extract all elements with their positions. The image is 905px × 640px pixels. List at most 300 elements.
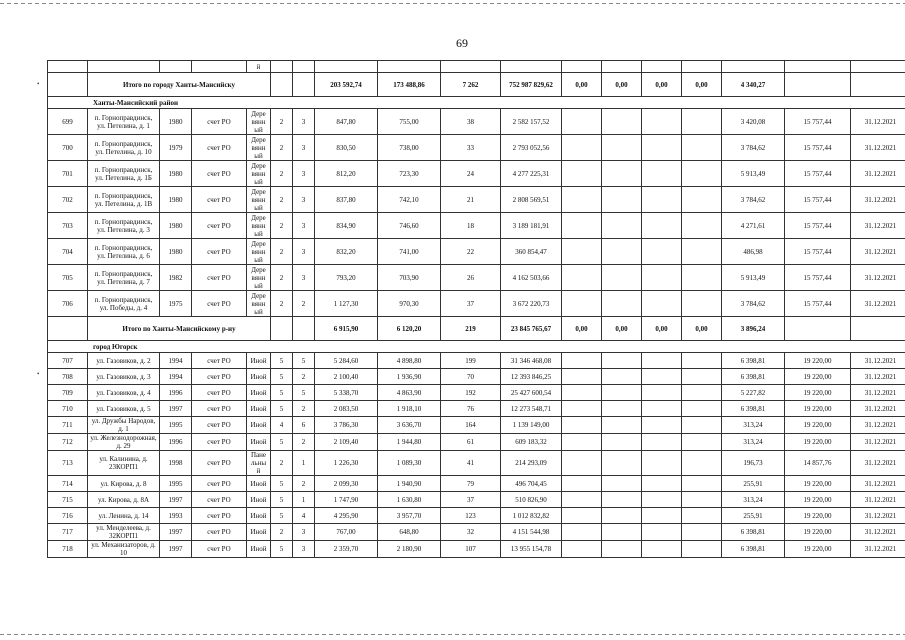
table-cell: 1 630,80 [378, 492, 441, 508]
table-cell [562, 434, 602, 451]
table-row [48, 492, 905, 508]
table-cell: город Югорск [48, 341, 905, 353]
table-cell: 746,60 [378, 213, 441, 239]
table-cell: 4 898,80 [378, 353, 441, 369]
table-cell: 700 [48, 135, 88, 161]
table-cell: Дере вянн ый [247, 161, 271, 187]
section-header-row [48, 341, 905, 353]
table-cell: 5 913,49 [722, 265, 785, 291]
table-cell: п. Горноправдинск, ул. Петелина, д. 6 [88, 239, 160, 265]
table-cell: 31.12.2021 [851, 476, 905, 492]
table-cell: 13 955 154,78 [501, 541, 562, 558]
table-cell [602, 265, 642, 291]
table-cell: 31.12.2021 [851, 434, 905, 451]
table-cell: 1 089,30 [378, 451, 441, 476]
table-cell: ул. Дружбы Народов, д. 1 [88, 417, 160, 434]
table-cell: 38 [441, 109, 501, 135]
table-cell [562, 451, 602, 476]
table-cell: 2 109,40 [315, 434, 378, 451]
table-cell [602, 417, 642, 434]
table-cell: ул. Газовиков, д. 2 [88, 353, 160, 369]
table-cell: 717 [48, 524, 88, 541]
table-cell: 0,00 [642, 73, 682, 97]
table-cell [642, 417, 682, 434]
table-cell: 1980 [160, 161, 192, 187]
top-edge [0, 3, 905, 4]
table-cell: 0,00 [642, 317, 682, 341]
table-cell: 6 398,81 [722, 353, 785, 369]
table-cell [562, 213, 602, 239]
table-row [48, 187, 905, 213]
table-cell: 3 672 220,73 [501, 291, 562, 317]
table-cell: счет РО [192, 385, 247, 401]
side-mark: • [37, 370, 40, 378]
table-row [48, 434, 905, 451]
table-cell: 0,00 [682, 73, 722, 97]
table-cell [642, 369, 682, 385]
table-cell: 76 [441, 401, 501, 417]
table-cell: 31.12.2021 [851, 508, 905, 524]
table-cell [682, 476, 722, 492]
table-cell: 12 273 548,71 [501, 401, 562, 417]
table-cell: 31.12.2021 [851, 213, 905, 239]
table-cell: 37 [441, 492, 501, 508]
table-cell [48, 317, 88, 341]
table-cell: 3 957,70 [378, 508, 441, 524]
table-cell: 31.12.2021 [851, 385, 905, 401]
table-cell: 2 [293, 369, 315, 385]
table-cell: 2 [271, 524, 293, 541]
table-cell: 3 189 181,91 [501, 213, 562, 239]
table-cell: п. Горноправдинск, ул. Петелина, д. 1Б [88, 161, 160, 187]
table-cell [642, 401, 682, 417]
table-cell [682, 492, 722, 508]
table-cell: 2 [271, 213, 293, 239]
table-cell: счет РО [192, 109, 247, 135]
table-cell [562, 265, 602, 291]
table-cell: Иной [247, 524, 271, 541]
table-cell: счет РО [192, 476, 247, 492]
table-cell: 1 940,90 [378, 476, 441, 492]
table-cell: ул. Газовиков, д. 3 [88, 369, 160, 385]
table-cell [682, 187, 722, 213]
table-cell [642, 265, 682, 291]
table-cell: Дере вянн ый [247, 265, 271, 291]
table-cell [602, 213, 642, 239]
total-row [48, 73, 905, 97]
table-cell [642, 541, 682, 558]
table-cell: 1994 [160, 369, 192, 385]
table-cell: 714 [48, 476, 88, 492]
table-cell: 19 220,00 [785, 524, 851, 541]
table-cell [562, 161, 602, 187]
table-cell: Дере вянн ый [247, 213, 271, 239]
table-cell [562, 524, 602, 541]
table-cell: 4 271,61 [722, 213, 785, 239]
table-cell [562, 291, 602, 317]
table-cell: 3 784,62 [722, 187, 785, 213]
table-cell: 702 [48, 187, 88, 213]
table-cell: 1 747,90 [315, 492, 378, 508]
table-cell: 3 784,62 [722, 291, 785, 317]
table-cell [602, 291, 642, 317]
table-cell [271, 317, 293, 341]
table-cell: Иной [247, 353, 271, 369]
table-cell: 3 [293, 187, 315, 213]
table-cell [562, 476, 602, 492]
table-cell [562, 492, 602, 508]
table-row [48, 369, 905, 385]
table-cell [682, 401, 722, 417]
table-cell: 1980 [160, 239, 192, 265]
table-cell: Иной [247, 401, 271, 417]
table-cell: 1975 [160, 291, 192, 317]
table-cell: Иной [247, 434, 271, 451]
table-cell [271, 73, 293, 97]
table-cell: 4 863,90 [378, 385, 441, 401]
table-cell: 1997 [160, 401, 192, 417]
table-cell: 713 [48, 451, 88, 476]
table-cell: 41 [441, 451, 501, 476]
table-row [48, 401, 905, 417]
table-cell: п. Горноправдинск, ул. Петелина, д. 1 [88, 109, 160, 135]
table-cell: 1980 [160, 213, 192, 239]
table-cell: 31.12.2021 [851, 161, 905, 187]
table-cell: 7 262 [441, 73, 501, 97]
table-cell: Дере вянн ый [247, 239, 271, 265]
table-cell [602, 541, 642, 558]
table-cell: 2 [293, 291, 315, 317]
table-cell: 755,00 [378, 109, 441, 135]
table-cell: 5 284,60 [315, 353, 378, 369]
table-cell: 496 704,45 [501, 476, 562, 492]
table-cell: 3 [293, 541, 315, 558]
bottom-edge [0, 634, 905, 635]
table-cell: 1997 [160, 524, 192, 541]
table-cell [562, 187, 602, 213]
table-cell: 1979 [160, 135, 192, 161]
table-cell: 255,91 [722, 476, 785, 492]
table-cell: 705 [48, 265, 88, 291]
table-cell: 6 398,81 [722, 524, 785, 541]
table-cell [602, 508, 642, 524]
table-cell: счет РО [192, 187, 247, 213]
table-row [48, 135, 905, 161]
table-cell: 709 [48, 385, 88, 401]
table-cell [602, 524, 642, 541]
table-cell: 31.12.2021 [851, 291, 905, 317]
table-cell: 31.12.2021 [851, 451, 905, 476]
table-row [48, 524, 905, 541]
table-cell: 847,80 [315, 109, 378, 135]
table-cell: счет РО [192, 508, 247, 524]
table-cell: 1 936,90 [378, 369, 441, 385]
table-cell: 837,80 [315, 187, 378, 213]
table-cell: 15 757,44 [785, 109, 851, 135]
table-cell: Иной [247, 508, 271, 524]
table-cell: 164 [441, 417, 501, 434]
side-mark: • [37, 80, 40, 88]
table-cell: ул. Железнодорожная, д. 29 [88, 434, 160, 451]
table-row [48, 476, 905, 492]
table-cell: 5 [293, 353, 315, 369]
table-cell: счет РО [192, 541, 247, 558]
table-cell: 0,00 [682, 317, 722, 341]
table-cell: 708 [48, 369, 88, 385]
table-cell: 3 896,24 [722, 317, 785, 341]
table-cell: 1 226,30 [315, 451, 378, 476]
table-row [48, 417, 905, 434]
table-cell: 31.12.2021 [851, 353, 905, 369]
table-cell: 4 [271, 417, 293, 434]
table-cell: 15 757,44 [785, 135, 851, 161]
table-cell: 712 [48, 434, 88, 451]
table-cell: 4 295,90 [315, 508, 378, 524]
table-cell: 715 [48, 492, 88, 508]
table-cell: 12 393 846,25 [501, 369, 562, 385]
table-cell: 22 [441, 239, 501, 265]
table-cell: 31.12.2021 [851, 541, 905, 558]
table-cell: 3 [293, 213, 315, 239]
table-cell [682, 135, 722, 161]
table-cell: счет РО [192, 417, 247, 434]
table-cell: 1 012 832,82 [501, 508, 562, 524]
table-cell: 1980 [160, 109, 192, 135]
table-cell: 970,30 [378, 291, 441, 317]
table-cell: 716 [48, 508, 88, 524]
table-cell: 706 [48, 291, 88, 317]
table-cell [642, 213, 682, 239]
table-cell: 718 [48, 541, 88, 558]
table-cell [682, 451, 722, 476]
table-cell: Ханты-Мансийский район [48, 97, 905, 109]
table-cell [562, 417, 602, 434]
table-cell: п. Горноправдинск, ул. Петелина, д. 3 [88, 213, 160, 239]
table-cell: Дере вянн ый [247, 109, 271, 135]
table-cell: 18 [441, 213, 501, 239]
table-cell: п. Горноправдинск, ул. Победы, д. 4 [88, 291, 160, 317]
table-cell [682, 213, 722, 239]
table-cell: 832,20 [315, 239, 378, 265]
table-cell: счет РО [192, 401, 247, 417]
table-cell [48, 73, 88, 97]
table-row [48, 265, 905, 291]
table-cell: 1997 [160, 541, 192, 558]
table-cell: 723,30 [378, 161, 441, 187]
table-cell: 19 220,00 [785, 541, 851, 558]
table-cell: счет РО [192, 353, 247, 369]
table-cell [682, 369, 722, 385]
table-cell [642, 239, 682, 265]
table-cell: 6 [293, 417, 315, 434]
table-cell: 2 359,70 [315, 541, 378, 558]
table-cell: Дере вянн ый [247, 135, 271, 161]
table-cell: 79 [441, 476, 501, 492]
table-cell: 61 [441, 434, 501, 451]
table-cell: 6 120,20 [378, 317, 441, 341]
table-cell: 19 220,00 [785, 434, 851, 451]
table-cell [562, 401, 602, 417]
table-cell: Иной [247, 541, 271, 558]
table-cell: 4 [293, 508, 315, 524]
table-cell [602, 476, 642, 492]
table-cell: счет РО [192, 135, 247, 161]
table-cell [642, 161, 682, 187]
table-row [48, 291, 905, 317]
table-row [48, 353, 905, 369]
table-cell [682, 434, 722, 451]
table-cell [785, 317, 851, 341]
table-cell [602, 109, 642, 135]
table-cell [642, 135, 682, 161]
table-cell [602, 161, 642, 187]
table-cell [785, 73, 851, 97]
table-cell: 5 [271, 385, 293, 401]
table-cell: 703,90 [378, 265, 441, 291]
table-cell: 2 180,90 [378, 541, 441, 558]
table-cell: 32 [441, 524, 501, 541]
table-cell: 3 636,70 [378, 417, 441, 434]
table-cell: ул. Кирова, д. 8А [88, 492, 160, 508]
table-cell [562, 135, 602, 161]
table-cell: Иной [247, 385, 271, 401]
table-cell: 5 [271, 434, 293, 451]
table-cell: 360 854,47 [501, 239, 562, 265]
table-cell: 486,98 [722, 239, 785, 265]
table-cell: 5 [271, 401, 293, 417]
table-cell: 2 [271, 265, 293, 291]
table-cell: 2 [271, 135, 293, 161]
table-row [48, 385, 905, 401]
table-cell: Дере вянн ый [247, 291, 271, 317]
table-cell: 1 [293, 451, 315, 476]
table-cell [682, 417, 722, 434]
table-cell [602, 401, 642, 417]
table-cell: 31.12.2021 [851, 417, 905, 434]
table-cell [293, 73, 315, 97]
table-cell [602, 434, 642, 451]
table-cell: 3 786,30 [315, 417, 378, 434]
table-cell: 19 220,00 [785, 401, 851, 417]
table-cell [682, 508, 722, 524]
table-cell: п. Горноправдинск, ул. Петелина, д. 1В [88, 187, 160, 213]
table-cell: 2 [271, 239, 293, 265]
table-cell: 4 277 225,31 [501, 161, 562, 187]
table-cell [682, 524, 722, 541]
table-cell: 2 [293, 434, 315, 451]
table-cell: 5 [271, 369, 293, 385]
table-cell: п. Горноправдинск, ул. Петелина, д. 7 [88, 265, 160, 291]
table-cell: 1996 [160, 385, 192, 401]
table-cell [682, 239, 722, 265]
table-cell [642, 291, 682, 317]
table-cell: 738,00 [378, 135, 441, 161]
table-cell: 5 [271, 541, 293, 558]
table-cell: 1 [293, 492, 315, 508]
table-cell: 699 [48, 109, 88, 135]
table-cell [642, 187, 682, 213]
table-cell: 701 [48, 161, 88, 187]
table-cell: 6 398,81 [722, 541, 785, 558]
table-cell: 31.12.2021 [851, 265, 905, 291]
table-cell: 313,24 [722, 492, 785, 508]
table-cell [682, 109, 722, 135]
table-cell: 19 220,00 [785, 385, 851, 401]
table-cell: 19 220,00 [785, 369, 851, 385]
table-cell [642, 524, 682, 541]
table-cell: 793,20 [315, 265, 378, 291]
table-cell: 5 227,82 [722, 385, 785, 401]
table-cell: 214 293,09 [501, 451, 562, 476]
table-cell: 1998 [160, 451, 192, 476]
table-cell: 3 [293, 239, 315, 265]
table-cell: 2 [293, 476, 315, 492]
table-cell: счет РО [192, 239, 247, 265]
table-cell [682, 291, 722, 317]
table-cell: счет РО [192, 213, 247, 239]
table-cell [562, 369, 602, 385]
table-row [48, 61, 905, 73]
table-cell: Итого по Ханты-Мансийскому р-ну [88, 317, 271, 341]
table-cell: 5 913,49 [722, 161, 785, 187]
table-row [48, 109, 905, 135]
table-cell: 4 151 544,98 [501, 524, 562, 541]
table-cell: 5 338,70 [315, 385, 378, 401]
table-cell: 255,91 [722, 508, 785, 524]
table-cell: 37 [441, 291, 501, 317]
table-cell [682, 265, 722, 291]
table-cell: счет РО [192, 291, 247, 317]
table-cell: 3 [293, 524, 315, 541]
table-cell: 203 592,74 [315, 73, 378, 97]
table-cell: 31.12.2021 [851, 239, 905, 265]
table-cell: 15 757,44 [785, 161, 851, 187]
table-cell: счет РО [192, 161, 247, 187]
table-cell: 192 [441, 385, 501, 401]
table-cell: 1982 [160, 265, 192, 291]
table-cell: 0,00 [602, 317, 642, 341]
table-cell: 31.12.2021 [851, 109, 905, 135]
table-cell: 2 808 569,51 [501, 187, 562, 213]
table-cell [642, 476, 682, 492]
table-cell: 2 793 052,56 [501, 135, 562, 161]
table-cell: 1997 [160, 492, 192, 508]
table-cell: 31.12.2021 [851, 369, 905, 385]
table-cell [562, 239, 602, 265]
table-cell: 15 757,44 [785, 187, 851, 213]
table-cell [562, 508, 602, 524]
table-row [48, 239, 905, 265]
table-cell: 1993 [160, 508, 192, 524]
table-cell: 123 [441, 508, 501, 524]
table-cell [293, 317, 315, 341]
table-cell: 31 346 468,08 [501, 353, 562, 369]
table-cell [851, 317, 905, 341]
table-cell: счет РО [192, 524, 247, 541]
table-cell: 0,00 [562, 317, 602, 341]
table-cell: 5 [271, 492, 293, 508]
table-cell: 14 857,76 [785, 451, 851, 476]
table-cell: Пане льны й [247, 451, 271, 476]
table-cell: Иной [247, 369, 271, 385]
table-cell: счет РО [192, 434, 247, 451]
table-cell: 21 [441, 187, 501, 213]
table-cell: счет РО [192, 492, 247, 508]
table-cell: 19 220,00 [785, 508, 851, 524]
table-cell: 1 918,10 [378, 401, 441, 417]
table-cell: 3 [293, 109, 315, 135]
table-cell: 3 [293, 265, 315, 291]
